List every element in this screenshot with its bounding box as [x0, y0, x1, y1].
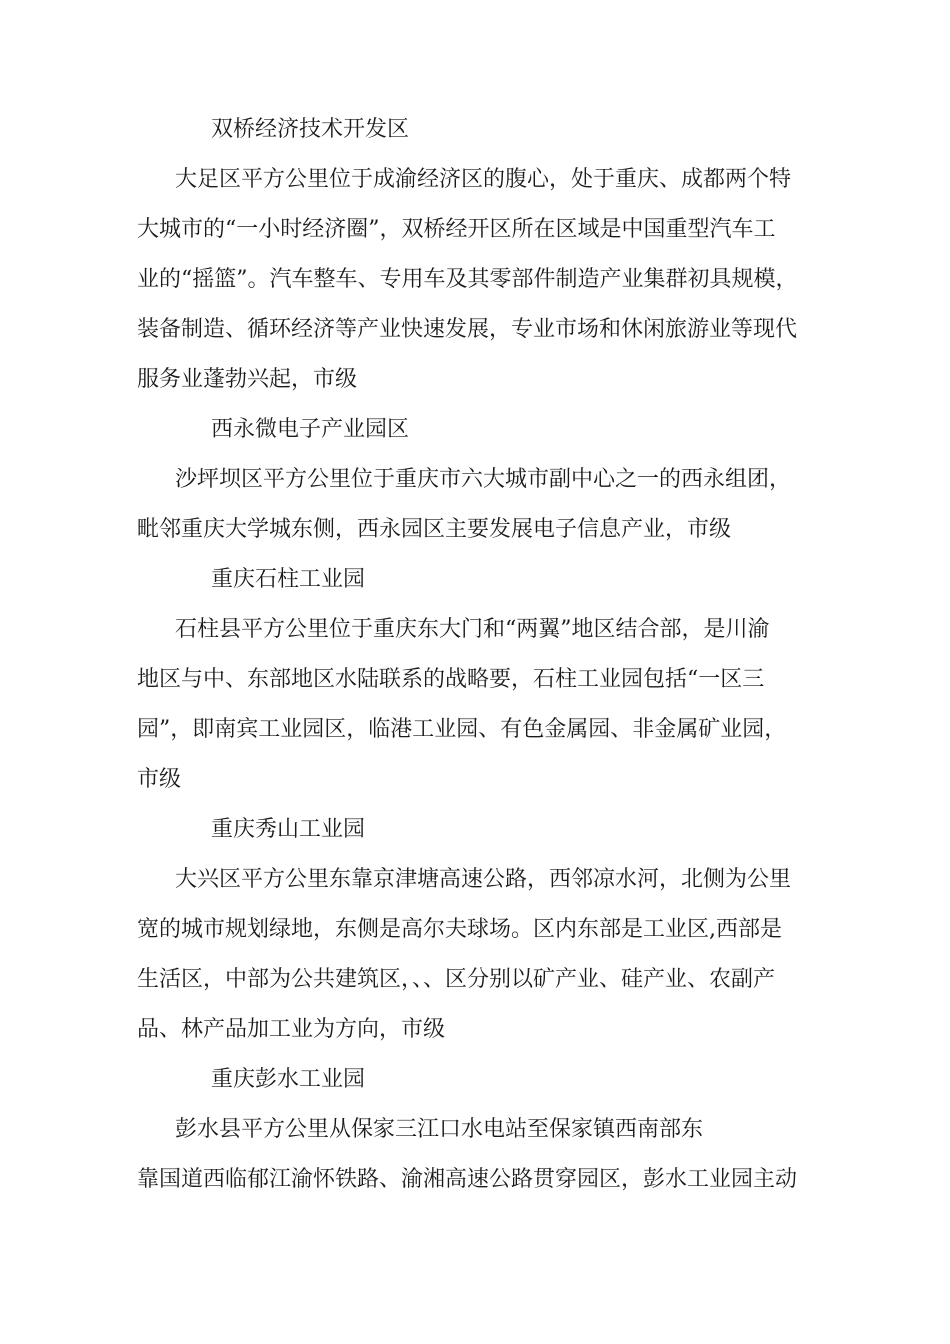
paragraph-line: 彭水县平方公里从保家三江口水电站至保家镇西南部东: [175, 1117, 704, 1142]
paragraph-line: 靠国道西临郁江渝怀铁路、渝湘高速公路贯穿园区，彭水工业园主动: [137, 1167, 798, 1192]
paragraph-line: 大兴区平方公里东靠京津塘高速公路，西邻凉水河，北侧为公里: [175, 867, 792, 892]
paragraph-line: 宽的城市规划绿地，东侧是高尔夫球场。区内东部是工业区,西部是: [137, 917, 782, 942]
section-paragraph: [137, 605, 817, 805]
paragraph-line: 园”，即南宾工业园区，临港工业园、有色金属园、非金属矿业园，: [137, 717, 787, 742]
paragraph-line: 市级: [137, 767, 182, 792]
paragraph-line: 生活区，中部为公共建筑区，、、区分别以矿产业、硅产业、农副产: [137, 967, 776, 992]
document-body: [137, 105, 817, 1205]
paragraph-line: 品、林产品加工业为方向，市级: [137, 1017, 446, 1042]
section-paragraph: [137, 1105, 817, 1205]
paragraph-line: 大城市的“一小时经济圈”，双桥经开区所在区域是中国重型汽车工: [137, 217, 776, 242]
section-heading: 重庆秀山工业园: [211, 817, 366, 842]
paragraph-line: 沙坪坝区平方公里位于重庆市六大城市副中心之一的西永组团，: [175, 467, 792, 492]
paragraph-line: 业的“摇篮”。汽车整车、专用车及其零部件制造产业集群初具规模，: [137, 267, 798, 292]
section-heading: 重庆彭水工业园: [211, 1067, 366, 1092]
paragraph-line: 服务业蓬勃兴起，市级: [137, 367, 358, 392]
paragraph-line: 毗邻重庆大学城东侧，西永园区主要发展电子信息产业，市级: [137, 517, 732, 542]
section-paragraph: [137, 155, 817, 405]
paragraph-line: 石柱县平方公里位于重庆东大门和“两翼”地区结合部，是川渝: [175, 617, 770, 642]
section-heading: 重庆石柱工业园: [211, 567, 366, 592]
section-paragraph: [137, 855, 817, 1055]
section-heading: 双桥经济技术开发区: [211, 117, 410, 142]
section-paragraph: [137, 455, 817, 555]
section-heading: 西永微电子产业园区: [211, 417, 410, 442]
paragraph-line: 地区与中、东部地区水陆联系的战略要，石柱工业园包括“一区三: [137, 667, 765, 692]
paragraph-line: 大足区平方公里位于成渝经济区的腹心，处于重庆、成都两个特: [175, 167, 792, 192]
paragraph-line: 装备制造、循环经济等产业快速发展，专业市场和休闲旅游业等现代: [137, 317, 798, 342]
